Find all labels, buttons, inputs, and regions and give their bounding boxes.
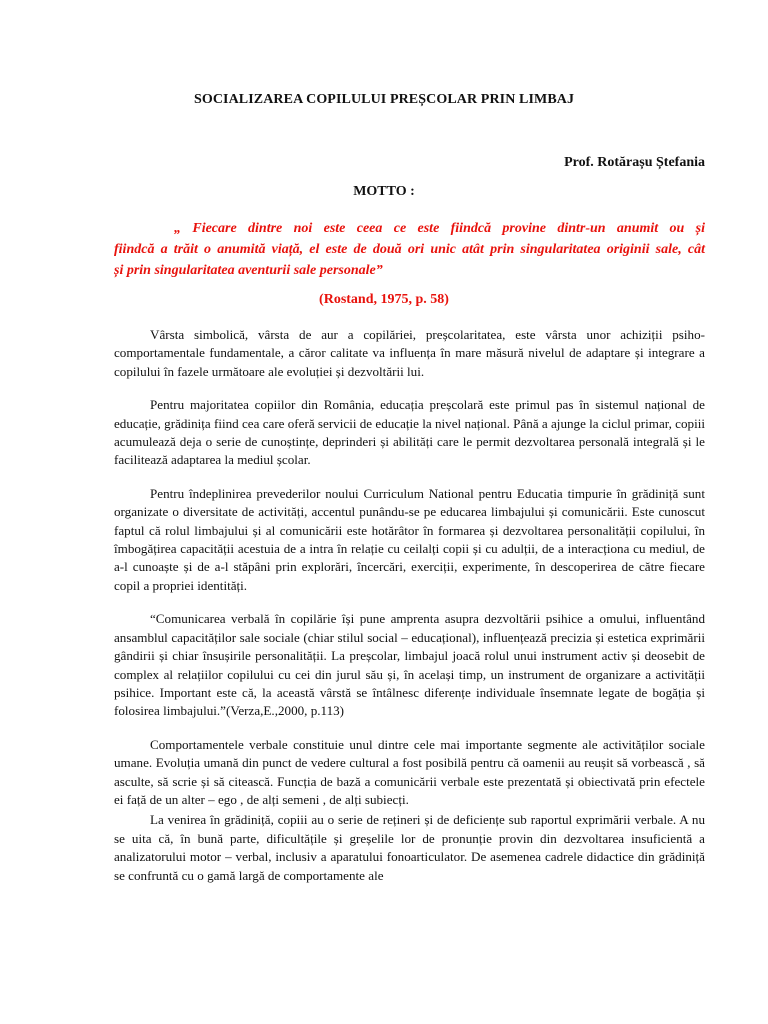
body-paragraph: Pentru majoritatea copiilor din România, educația preșcolară este primul pas în sistemul național de educație, grădinița fiind cea care oferă servicii de educație la nivel național. Până a ajunge la ciclul primar, copiii acumulează deja o serie de cunoștințe, deprinderi și abilități care le permit dezvoltarea personală integrală și le facilitează adaptarea la mediul școlar. <box>114 397 705 468</box>
motto-quote <box>114 218 705 281</box>
motto-quote-line: „ Fiecare dintre noi este ceea ce este fiindcă provine dintr-un anumit ou și <box>174 221 705 236</box>
body-text <box>114 326 705 900</box>
motto-heading: MOTTO : <box>353 184 415 199</box>
motto-quote-line: fiindcă a trăit o anumită viață, el este de două ori unic atât prin singularitatea originii sale, cât <box>114 242 705 257</box>
body-paragraph: Comportamentele verbale constituie unul dintre cele mai importante segmente ale activităților sociale umane. Evoluția umană din punct de vedere cultural a fost posibilă pentru că oamenii au reușit să vorbească , să asculte, să scrie și să citească. Funcția de bază a comunicării verbale este prezentată și obiectivată prin efectele ei față de un alter – ego , de alți semeni , de alți subiecți. <box>114 736 705 807</box>
document-title: SOCIALIZAREA COPILULUI PREȘCOLAR PRIN LIMBAJ <box>193 92 575 107</box>
body-paragraph: “Comunicarea verbală în copilărie își pune amprenta asupra dezvoltării psihice a omului, influentând ansamblul capacităților sale sociale (chiar stilul social – educațional), influențează precizia și estetica exprimării gândirii și chiar însușirile personalității. La preșcolar, limbajul joacă rolul unui instrument activ și deosebit de complex al relațiilor copilului cu cei din jurul său și, în același timp, un instrument de organizare a activității psihice. Important este că, la această vârstă se întâlnesc diferențe individuale însemnate legate de bogăția și folosirea limbajului.”(Verza,E.,2000, p.113) <box>114 611 705 719</box>
body-paragraph: La venirea în grădiniță, copiii au o serie de rețineri și de deficiențe sub raportul exprimării verbale. A nu se uita că, în bună parte, dificultățile și greșelile lor de pronunție provin din dezvoltarea insuficientă a analizatorului motor – verbal, inclusiv a aparatului fonoarticulator. De asemenea cadrele didactice din grădiniță se confruntă cu o gamă largă de comportamente ale <box>114 812 705 883</box>
motto-quote-line: și prin singularitatea aventurii sale personale” <box>114 263 383 278</box>
body-paragraph: Pentru îndeplinirea prevederilor noului Curriculum National pentru Educatia timpurie în grădiniță sunt organizate o diversitate de activități, accentul punându-se pe educarea limbajului și comunicării. Este cunoscut faptul că rolul limbajului și al comunicării este hotărâtor în formarea și dezvoltarea personalității copilului, în îmbogățirea capacității acestuia de a intra în relație cu ceilalți copii și cu adulții, de a interacționa cu mediul, de a-l cunoaște și de a-l stăpâni prin explorări, încercări, exerciții, experimente, în descoperirea de către fiecare copil a propriei identități. <box>114 485 705 593</box>
author-line: Prof. Rotărașu Ștefania <box>564 155 705 170</box>
motto-citation: (Rostand, 1975, p. 58) <box>319 292 449 307</box>
body-paragraph: Vârsta simbolică, vârsta de aur a copilăriei, preșcolaritatea, este vârsta unor achiziții psiho-comportamentale fundamentale, a căror calitate va influența în mare măsură nivelul de adaptare și integrare a copilului în fazele următoare ale evoluției și dezvoltării lui. <box>114 327 705 379</box>
